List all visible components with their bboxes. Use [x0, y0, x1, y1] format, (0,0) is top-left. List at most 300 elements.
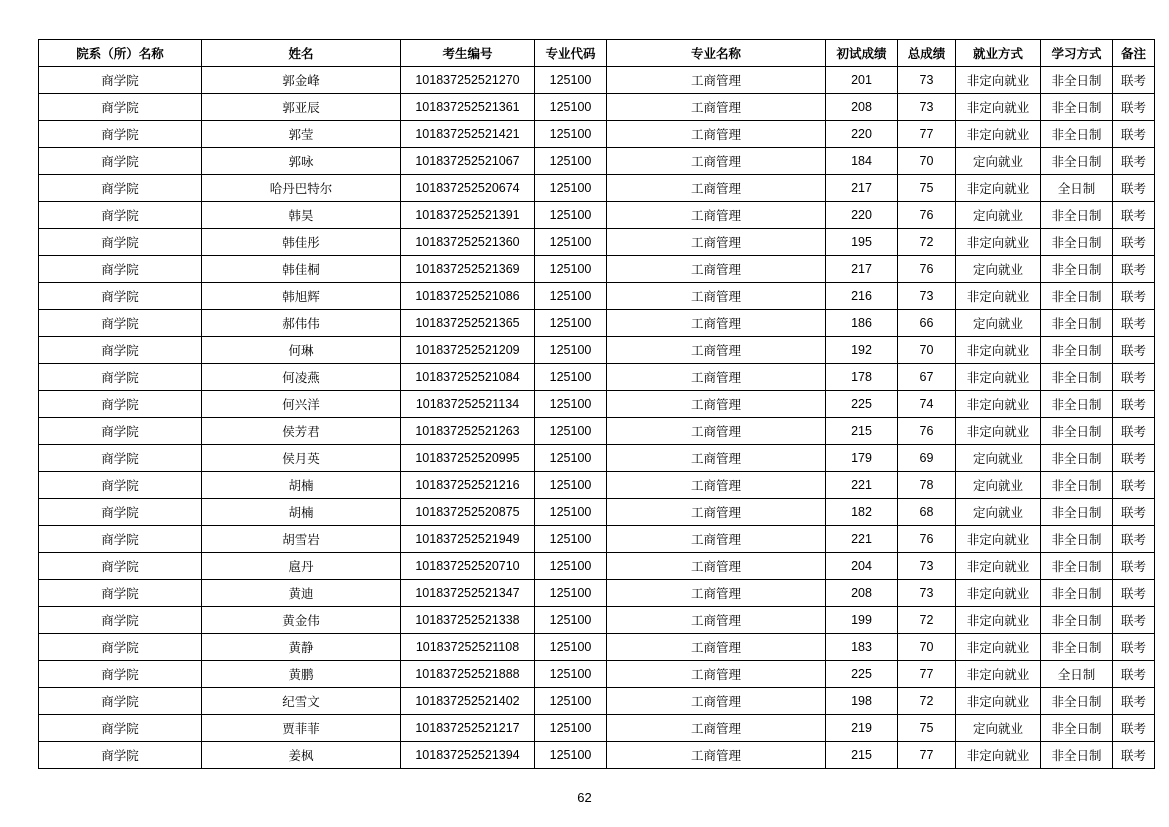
cell-department: 商学院	[39, 310, 202, 337]
cell-remarks: 联考	[1113, 688, 1155, 715]
cell-remarks: 联考	[1113, 175, 1155, 202]
cell-total-score: 76	[898, 256, 956, 283]
cell-study-mode: 非全日制	[1041, 607, 1113, 634]
cell-major-name: 工商管理	[607, 256, 826, 283]
cell-candidate-id: 101837252521361	[401, 94, 535, 121]
cell-major-code: 125100	[535, 202, 607, 229]
cell-major-code: 125100	[535, 148, 607, 175]
cell-study-mode: 非全日制	[1041, 283, 1113, 310]
table-row	[39, 634, 1155, 661]
cell-initial-score: 216	[826, 283, 898, 310]
cell-total-score: 77	[898, 121, 956, 148]
cell-total-score: 74	[898, 391, 956, 418]
cell-remarks: 联考	[1113, 580, 1155, 607]
cell-study-mode: 非全日制	[1041, 94, 1113, 121]
table-row	[39, 283, 1155, 310]
cell-department: 商学院	[39, 391, 202, 418]
cell-name: 贾菲菲	[202, 715, 401, 742]
table-row	[39, 391, 1155, 418]
cell-major-code: 125100	[535, 121, 607, 148]
cell-remarks: 联考	[1113, 364, 1155, 391]
cell-name: 黄静	[202, 634, 401, 661]
cell-remarks: 联考	[1113, 418, 1155, 445]
cell-initial-score: 186	[826, 310, 898, 337]
cell-candidate-id: 101837252521067	[401, 148, 535, 175]
cell-candidate-id: 101837252521338	[401, 607, 535, 634]
cell-department: 商学院	[39, 580, 202, 607]
cell-employment-type: 非定向就业	[956, 661, 1041, 688]
cell-department: 商学院	[39, 337, 202, 364]
cell-name: 胡雪岩	[202, 526, 401, 553]
cell-candidate-id: 101837252521888	[401, 661, 535, 688]
table-row	[39, 256, 1155, 283]
table-row	[39, 445, 1155, 472]
cell-employment-type: 定向就业	[956, 148, 1041, 175]
cell-major-name: 工商管理	[607, 202, 826, 229]
cell-remarks: 联考	[1113, 742, 1155, 769]
table-row	[39, 526, 1155, 553]
table-row	[39, 175, 1155, 202]
table-row	[39, 310, 1155, 337]
cell-candidate-id: 101837252521270	[401, 67, 535, 94]
cell-employment-type: 非定向就业	[956, 175, 1041, 202]
table-row	[39, 715, 1155, 742]
table-row	[39, 499, 1155, 526]
cell-name: 哈丹巴特尔	[202, 175, 401, 202]
cell-department: 商学院	[39, 229, 202, 256]
cell-candidate-id: 101837252521391	[401, 202, 535, 229]
cell-total-score: 67	[898, 364, 956, 391]
cell-initial-score: 201	[826, 67, 898, 94]
cell-study-mode: 非全日制	[1041, 634, 1113, 661]
cell-major-name: 工商管理	[607, 688, 826, 715]
cell-employment-type: 非定向就业	[956, 634, 1041, 661]
cell-remarks: 联考	[1113, 121, 1155, 148]
cell-major-code: 125100	[535, 310, 607, 337]
cell-candidate-id: 101837252521134	[401, 391, 535, 418]
cell-major-name: 工商管理	[607, 121, 826, 148]
table-row	[39, 580, 1155, 607]
cell-employment-type: 非定向就业	[956, 229, 1041, 256]
cell-study-mode: 非全日制	[1041, 688, 1113, 715]
cell-department: 商学院	[39, 418, 202, 445]
cell-study-mode: 非全日制	[1041, 472, 1113, 499]
cell-total-score: 73	[898, 67, 956, 94]
cell-employment-type: 定向就业	[956, 310, 1041, 337]
cell-total-score: 70	[898, 148, 956, 175]
cell-study-mode: 非全日制	[1041, 229, 1113, 256]
col-header-initial-score: 初试成绩	[826, 40, 898, 67]
cell-initial-score: 208	[826, 580, 898, 607]
cell-initial-score: 179	[826, 445, 898, 472]
table-row	[39, 742, 1155, 769]
cell-employment-type: 非定向就业	[956, 688, 1041, 715]
cell-total-score: 69	[898, 445, 956, 472]
cell-study-mode: 非全日制	[1041, 526, 1113, 553]
cell-study-mode: 非全日制	[1041, 391, 1113, 418]
cell-department: 商学院	[39, 445, 202, 472]
col-header-candidate-id: 考生编号	[401, 40, 535, 67]
cell-employment-type: 非定向就业	[956, 67, 1041, 94]
cell-total-score: 76	[898, 418, 956, 445]
cell-study-mode: 非全日制	[1041, 580, 1113, 607]
cell-name: 韩昊	[202, 202, 401, 229]
cell-major-code: 125100	[535, 661, 607, 688]
cell-candidate-id: 101837252520674	[401, 175, 535, 202]
cell-name: 郝伟伟	[202, 310, 401, 337]
cell-employment-type: 定向就业	[956, 499, 1041, 526]
cell-major-code: 125100	[535, 580, 607, 607]
cell-department: 商学院	[39, 607, 202, 634]
cell-department: 商学院	[39, 553, 202, 580]
cell-initial-score: 225	[826, 391, 898, 418]
cell-study-mode: 非全日制	[1041, 202, 1113, 229]
cell-name: 黄鹏	[202, 661, 401, 688]
cell-initial-score: 215	[826, 742, 898, 769]
cell-total-score: 78	[898, 472, 956, 499]
table-row	[39, 553, 1155, 580]
col-header-name: 姓名	[202, 40, 401, 67]
table-row	[39, 202, 1155, 229]
table-row	[39, 121, 1155, 148]
cell-name: 郭莹	[202, 121, 401, 148]
cell-candidate-id: 101837252521365	[401, 310, 535, 337]
cell-total-score: 77	[898, 661, 956, 688]
cell-total-score: 77	[898, 742, 956, 769]
cell-remarks: 联考	[1113, 526, 1155, 553]
cell-candidate-id: 101837252521369	[401, 256, 535, 283]
cell-major-code: 125100	[535, 445, 607, 472]
cell-name: 姜枫	[202, 742, 401, 769]
cell-employment-type: 非定向就业	[956, 580, 1041, 607]
col-header-remarks: 备注	[1113, 40, 1155, 67]
cell-total-score: 73	[898, 94, 956, 121]
cell-remarks: 联考	[1113, 553, 1155, 580]
cell-employment-type: 定向就业	[956, 256, 1041, 283]
cell-department: 商学院	[39, 364, 202, 391]
cell-major-name: 工商管理	[607, 229, 826, 256]
cell-employment-type: 定向就业	[956, 445, 1041, 472]
cell-total-score: 75	[898, 715, 956, 742]
cell-department: 商学院	[39, 499, 202, 526]
cell-study-mode: 非全日制	[1041, 553, 1113, 580]
cell-department: 商学院	[39, 175, 202, 202]
cell-candidate-id: 101837252520710	[401, 553, 535, 580]
cell-major-code: 125100	[535, 634, 607, 661]
cell-name: 胡楠	[202, 499, 401, 526]
page-number: 62	[577, 790, 592, 805]
table-row	[39, 148, 1155, 175]
cell-initial-score: 182	[826, 499, 898, 526]
cell-employment-type: 非定向就业	[956, 607, 1041, 634]
cell-major-name: 工商管理	[607, 742, 826, 769]
cell-name: 侯月英	[202, 445, 401, 472]
col-header-department: 院系（所）名称	[39, 40, 202, 67]
cell-department: 商学院	[39, 67, 202, 94]
cell-employment-type: 非定向就业	[956, 553, 1041, 580]
table-row	[39, 229, 1155, 256]
cell-initial-score: 195	[826, 229, 898, 256]
cell-major-name: 工商管理	[607, 553, 826, 580]
cell-remarks: 联考	[1113, 283, 1155, 310]
cell-initial-score: 198	[826, 688, 898, 715]
cell-remarks: 联考	[1113, 391, 1155, 418]
cell-study-mode: 非全日制	[1041, 121, 1113, 148]
cell-initial-score: 215	[826, 418, 898, 445]
table-row	[39, 94, 1155, 121]
cell-department: 商学院	[39, 94, 202, 121]
table-row	[39, 364, 1155, 391]
cell-name: 胡楠	[202, 472, 401, 499]
cell-initial-score: 183	[826, 634, 898, 661]
cell-study-mode: 非全日制	[1041, 715, 1113, 742]
col-header-major-name: 专业名称	[607, 40, 826, 67]
cell-employment-type: 非定向就业	[956, 418, 1041, 445]
cell-remarks: 联考	[1113, 499, 1155, 526]
cell-study-mode: 非全日制	[1041, 364, 1113, 391]
cell-major-name: 工商管理	[607, 526, 826, 553]
cell-major-name: 工商管理	[607, 148, 826, 175]
cell-remarks: 联考	[1113, 256, 1155, 283]
cell-remarks: 联考	[1113, 94, 1155, 121]
cell-department: 商学院	[39, 283, 202, 310]
cell-candidate-id: 101837252521217	[401, 715, 535, 742]
cell-major-code: 125100	[535, 607, 607, 634]
col-header-total-score: 总成绩	[898, 40, 956, 67]
cell-employment-type: 非定向就业	[956, 283, 1041, 310]
cell-department: 商学院	[39, 121, 202, 148]
cell-department: 商学院	[39, 688, 202, 715]
cell-major-code: 125100	[535, 229, 607, 256]
table-row	[39, 337, 1155, 364]
cell-candidate-id: 101837252521360	[401, 229, 535, 256]
cell-department: 商学院	[39, 202, 202, 229]
cell-candidate-id: 101837252520875	[401, 499, 535, 526]
cell-candidate-id: 101837252521108	[401, 634, 535, 661]
table-row	[39, 472, 1155, 499]
header-row	[39, 40, 1155, 67]
cell-remarks: 联考	[1113, 229, 1155, 256]
cell-name: 扈丹	[202, 553, 401, 580]
cell-initial-score: 217	[826, 256, 898, 283]
cell-name: 韩佳桐	[202, 256, 401, 283]
cell-major-name: 工商管理	[607, 661, 826, 688]
cell-major-code: 125100	[535, 94, 607, 121]
table-body	[39, 67, 1155, 769]
cell-initial-score: 199	[826, 607, 898, 634]
cell-major-name: 工商管理	[607, 418, 826, 445]
cell-employment-type: 定向就业	[956, 715, 1041, 742]
cell-name: 黄迪	[202, 580, 401, 607]
cell-initial-score: 178	[826, 364, 898, 391]
cell-name: 何琳	[202, 337, 401, 364]
cell-study-mode: 全日制	[1041, 175, 1113, 202]
cell-total-score: 73	[898, 283, 956, 310]
cell-candidate-id: 101837252521402	[401, 688, 535, 715]
cell-remarks: 联考	[1113, 148, 1155, 175]
table-row	[39, 607, 1155, 634]
cell-remarks: 联考	[1113, 202, 1155, 229]
col-header-employment-type: 就业方式	[956, 40, 1041, 67]
cell-study-mode: 非全日制	[1041, 418, 1113, 445]
cell-employment-type: 定向就业	[956, 202, 1041, 229]
cell-major-code: 125100	[535, 67, 607, 94]
cell-initial-score: 220	[826, 121, 898, 148]
col-header-major-code: 专业代码	[535, 40, 607, 67]
cell-study-mode: 非全日制	[1041, 499, 1113, 526]
cell-name: 何兴洋	[202, 391, 401, 418]
cell-study-mode: 非全日制	[1041, 742, 1113, 769]
cell-total-score: 66	[898, 310, 956, 337]
cell-initial-score: 220	[826, 202, 898, 229]
cell-total-score: 70	[898, 634, 956, 661]
cell-initial-score: 208	[826, 94, 898, 121]
cell-remarks: 联考	[1113, 634, 1155, 661]
cell-employment-type: 非定向就业	[956, 364, 1041, 391]
cell-major-code: 125100	[535, 472, 607, 499]
cell-total-score: 73	[898, 580, 956, 607]
cell-major-name: 工商管理	[607, 607, 826, 634]
cell-candidate-id: 101837252521216	[401, 472, 535, 499]
cell-employment-type: 非定向就业	[956, 337, 1041, 364]
cell-total-score: 68	[898, 499, 956, 526]
cell-major-code: 125100	[535, 715, 607, 742]
cell-major-name: 工商管理	[607, 580, 826, 607]
cell-employment-type: 非定向就业	[956, 526, 1041, 553]
cell-major-name: 工商管理	[607, 472, 826, 499]
cell-department: 商学院	[39, 526, 202, 553]
cell-major-code: 125100	[535, 418, 607, 445]
cell-name: 纪雪文	[202, 688, 401, 715]
cell-remarks: 联考	[1113, 445, 1155, 472]
cell-employment-type: 非定向就业	[956, 391, 1041, 418]
cell-total-score: 72	[898, 688, 956, 715]
cell-name: 何凌燕	[202, 364, 401, 391]
cell-major-name: 工商管理	[607, 715, 826, 742]
cell-remarks: 联考	[1113, 715, 1155, 742]
cell-major-name: 工商管理	[607, 337, 826, 364]
cell-department: 商学院	[39, 634, 202, 661]
cell-name: 郭金峰	[202, 67, 401, 94]
cell-department: 商学院	[39, 742, 202, 769]
cell-total-score: 76	[898, 526, 956, 553]
cell-major-name: 工商管理	[607, 499, 826, 526]
cell-initial-score: 219	[826, 715, 898, 742]
cell-study-mode: 非全日制	[1041, 256, 1113, 283]
cell-major-name: 工商管理	[607, 310, 826, 337]
cell-major-code: 125100	[535, 364, 607, 391]
cell-study-mode: 非全日制	[1041, 148, 1113, 175]
cell-total-score: 72	[898, 607, 956, 634]
cell-total-score: 76	[898, 202, 956, 229]
cell-major-name: 工商管理	[607, 634, 826, 661]
cell-name: 黄金伟	[202, 607, 401, 634]
cell-name: 韩佳彤	[202, 229, 401, 256]
cell-initial-score: 192	[826, 337, 898, 364]
cell-total-score: 70	[898, 337, 956, 364]
cell-major-name: 工商管理	[607, 364, 826, 391]
cell-major-name: 工商管理	[607, 283, 826, 310]
table-row	[39, 688, 1155, 715]
cell-remarks: 联考	[1113, 607, 1155, 634]
cell-department: 商学院	[39, 661, 202, 688]
cell-name: 侯芳君	[202, 418, 401, 445]
cell-major-code: 125100	[535, 526, 607, 553]
cell-candidate-id: 101837252521394	[401, 742, 535, 769]
cell-study-mode: 非全日制	[1041, 67, 1113, 94]
table-row	[39, 418, 1155, 445]
cell-major-name: 工商管理	[607, 67, 826, 94]
cell-initial-score: 221	[826, 526, 898, 553]
cell-total-score: 75	[898, 175, 956, 202]
cell-total-score: 73	[898, 553, 956, 580]
cell-initial-score: 221	[826, 472, 898, 499]
cell-candidate-id: 101837252521421	[401, 121, 535, 148]
cell-candidate-id: 101837252520995	[401, 445, 535, 472]
cell-total-score: 72	[898, 229, 956, 256]
cell-employment-type: 非定向就业	[956, 94, 1041, 121]
cell-candidate-id: 101837252521263	[401, 418, 535, 445]
cell-department: 商学院	[39, 472, 202, 499]
cell-candidate-id: 101837252521209	[401, 337, 535, 364]
cell-initial-score: 204	[826, 553, 898, 580]
cell-major-code: 125100	[535, 553, 607, 580]
table-row	[39, 67, 1155, 94]
table-row	[39, 661, 1155, 688]
cell-candidate-id: 101837252521949	[401, 526, 535, 553]
cell-initial-score: 184	[826, 148, 898, 175]
cell-department: 商学院	[39, 148, 202, 175]
cell-remarks: 联考	[1113, 661, 1155, 688]
cell-candidate-id: 101837252521084	[401, 364, 535, 391]
cell-major-name: 工商管理	[607, 445, 826, 472]
cell-major-code: 125100	[535, 175, 607, 202]
cell-employment-type: 非定向就业	[956, 121, 1041, 148]
cell-candidate-id: 101837252521347	[401, 580, 535, 607]
cell-department: 商学院	[39, 256, 202, 283]
cell-remarks: 联考	[1113, 472, 1155, 499]
cell-major-name: 工商管理	[607, 391, 826, 418]
cell-major-code: 125100	[535, 283, 607, 310]
cell-study-mode: 非全日制	[1041, 310, 1113, 337]
cell-major-code: 125100	[535, 499, 607, 526]
cell-study-mode: 非全日制	[1041, 337, 1113, 364]
cell-remarks: 联考	[1113, 67, 1155, 94]
cell-employment-type: 非定向就业	[956, 742, 1041, 769]
cell-major-code: 125100	[535, 391, 607, 418]
cell-study-mode: 非全日制	[1041, 445, 1113, 472]
cell-initial-score: 225	[826, 661, 898, 688]
cell-major-code: 125100	[535, 337, 607, 364]
admission-roster-table	[38, 39, 1155, 769]
cell-study-mode: 全日制	[1041, 661, 1113, 688]
cell-candidate-id: 101837252521086	[401, 283, 535, 310]
cell-name: 郭亚辰	[202, 94, 401, 121]
cell-initial-score: 217	[826, 175, 898, 202]
cell-department: 商学院	[39, 715, 202, 742]
cell-major-name: 工商管理	[607, 94, 826, 121]
cell-name: 郭咏	[202, 148, 401, 175]
cell-employment-type: 定向就业	[956, 472, 1041, 499]
cell-major-code: 125100	[535, 688, 607, 715]
cell-remarks: 联考	[1113, 310, 1155, 337]
cell-major-code: 125100	[535, 256, 607, 283]
cell-name: 韩旭辉	[202, 283, 401, 310]
col-header-study-mode: 学习方式	[1041, 40, 1113, 67]
cell-remarks: 联考	[1113, 337, 1155, 364]
cell-major-name: 工商管理	[607, 175, 826, 202]
cell-major-code: 125100	[535, 742, 607, 769]
